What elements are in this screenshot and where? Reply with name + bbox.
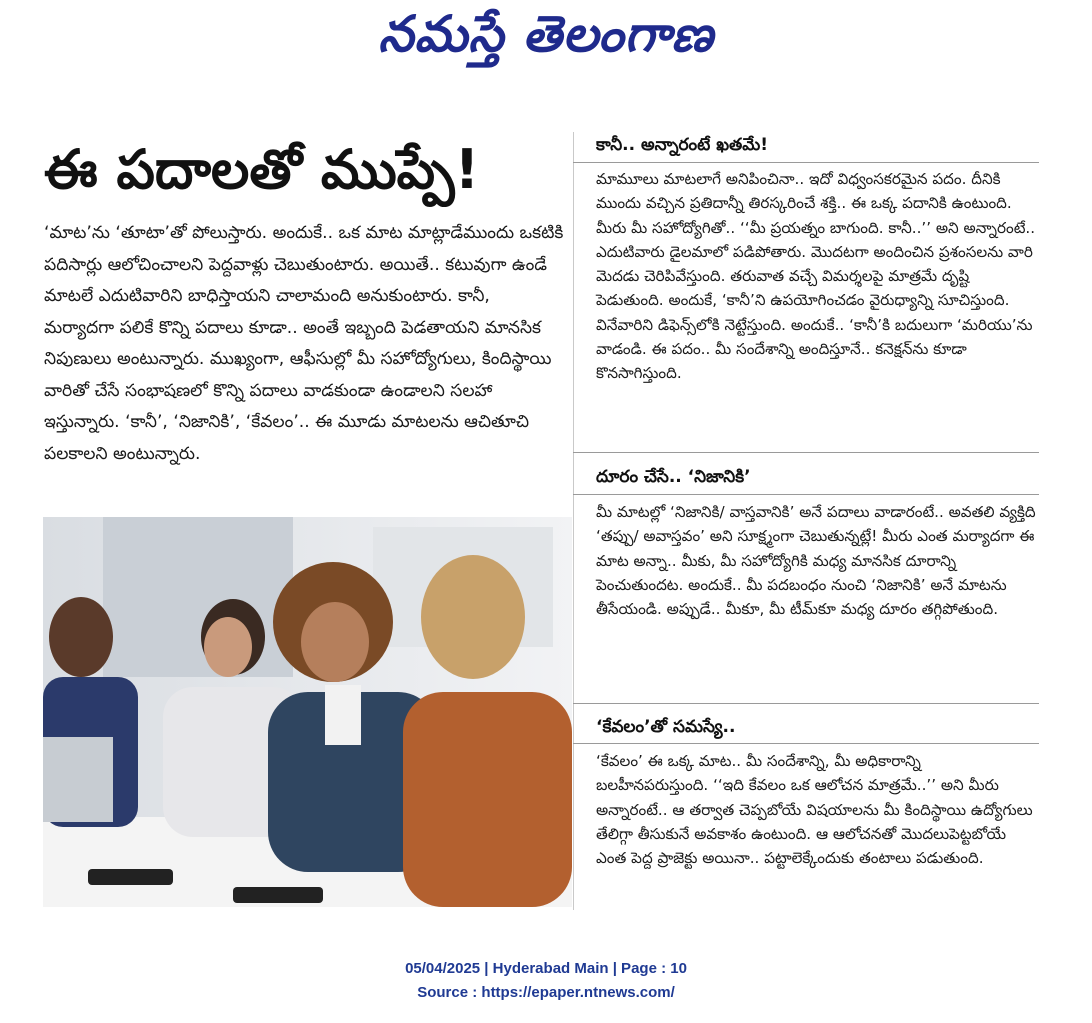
masthead-title: నమస్తే తెలంగాణ (378, 4, 714, 63)
section-nijaniki-body (596, 500, 1036, 621)
section-heading: ‘కేవలం’తో సమస్యే.. (596, 717, 736, 737)
section-divider (573, 452, 1039, 453)
column-divider (573, 132, 574, 910)
section-rule (573, 743, 1039, 744)
article-lede (44, 218, 564, 470)
article-headline: ఈ పదాలతో ముప్పే! (44, 138, 480, 201)
section-heading: కానీ.. అన్నారంటే ఖతమే! (596, 135, 769, 155)
article-photo (43, 517, 572, 907)
section-body: మామూలు మాటలాగే అనిపించినా.. ఇదో విధ్వంసకరమైన పదం. దీనికి ముందు వచ్చిన ప్రతిదాన్నీ తిరస్కరించే శక్తి.. ఈ ఒక్క పదానికి ఉంటుంది. మీరు మీ సహోద్యోగితో.. ‘‘మీ ప్రయత్నం బాగుంది. కానీ..’’ అని అన్నారంటే.. ఎదుటివారు డైలమాలో పడిపోతారు. మొదటగా అందించిన ప్రశంసలను వారి మెదడు చెరిపివేస్తుంది. తరువాత వచ్చే విమర్శలపై మాత్రమే దృష్టి పెడుతుంది. అందుకే, ‘కానీ’ని ఉపయోగించడం వైరుధ్యాన్ని సూచిస్తుంది. వినేవారిని డిఫెన్స్‌లోకి నెట్టేస్తుంది. అందుకే.. ‘కానీ’కి బదులుగా ‘మరియు’ను వాడండి. ఈ పదం.. మీ సందేశాన్ని అందిస్తూనే.. కనెక్షన్‌ను కూడా కొనసాగిస్తుంది. (596, 170, 1036, 383)
lede-text: ‘మాట’ను ‘తూటా’తో పోలుస్తారు. అందుకే.. ఒక మాట మాట్లాడేముందు ఒకటికి పదిసార్లు ఆలోచించాలని పెద్దవాళ్లు చెబుతుంటారు. అయితే.. కటువుగా ఉండే మాటలే ఎదుటివారిని బాధిస్తాయని చాలామంది అనుకుంటారు. కానీ, మర్యాదగా పలికే కొన్ని పదాలు కూడా.. అంతే ఇబ్బంది పెడతాయని మానసిక నిపుణులు అంటున్నారు. ముఖ్యంగా, ఆఫీసుల్లో మీ సహోద్యోగులు, కిందిస్థాయి వారితో చేసే సంభాషణలో కొన్ని పదాలు వాడకుండా ఉండాలని సలహా ఇస్తున్నారు. ‘కానీ’, ‘నిజానికి’, ‘కేవలం’.. ఈ మూడు మాటలను ఆచితూచి పలకాలని అంటున్నారు. (44, 223, 564, 464)
section-body: మీ మాటల్లో ‘నిజానికి/ వాస్తవానికి’ అనే పదాలు వాడారంటే.. అవతలి వ్యక్తిది ‘తప్పు/ అవాస్తవం’ అని సూక్ష్మంగా చెబుతున్నట్లే! మీరు ఎంత మర్యాదగా ఈ మాట అన్నా.. మీకు, మీ సహోద్యోగికి మధ్య మానసిక దూరాన్ని పెంచుతుందట. అందుకే.. మీ పదబంధం నుంచి ‘నిజానికి’ అనే మాటను తీసేయండి. అప్పుడే.. మీకూ, మీ టీమ్‌కూ మధ్య దూరం తగ్గిపోతుంది. (596, 503, 1036, 619)
section-body: ‘కేవలం’ ఈ ఒక్క మాట.. మీ సందేశాన్ని, మీ అధికారాన్ని బలహీనపరుస్తుంది. ‘‘ఇది కేవలం ఒక ఆలోచన మాత్రమే..’’ అని మీరు అన్నారంటే.. ఆ తర్వాత చెప్పబోయే విషయాలను మీ కిందిస్థాయి ఉద్యోగులు తేలిగ్గా తీసుకునే అవకాశం ఉంటుంది. ఆ ఆలోచనతో మొదలుపెట్టబోయే ఎంత పెద్ద ప్రాజెక్టు అయినా.. పట్టాలెక్కేందుకు తంటాలు పడుతుంది. (596, 752, 1033, 868)
section-kevalam (596, 717, 1036, 741)
section-kevalam-body (596, 749, 1036, 870)
section-rule (573, 494, 1039, 495)
footer-source: Source : https://epaper.ntnews.com/ (417, 984, 675, 1001)
section-rule (573, 162, 1039, 163)
office-meeting-photo (43, 517, 572, 907)
footer-date-edition: 05/04/2025 | Hyderabad Main | Page : 10 (405, 960, 687, 977)
section-divider (573, 703, 1039, 704)
section-kani (596, 135, 1036, 159)
section-nijaniki (596, 467, 1036, 491)
section-kani-body (596, 167, 1036, 386)
section-heading: దూరం చేసే.. ‘నిజానికి’ (596, 467, 751, 487)
